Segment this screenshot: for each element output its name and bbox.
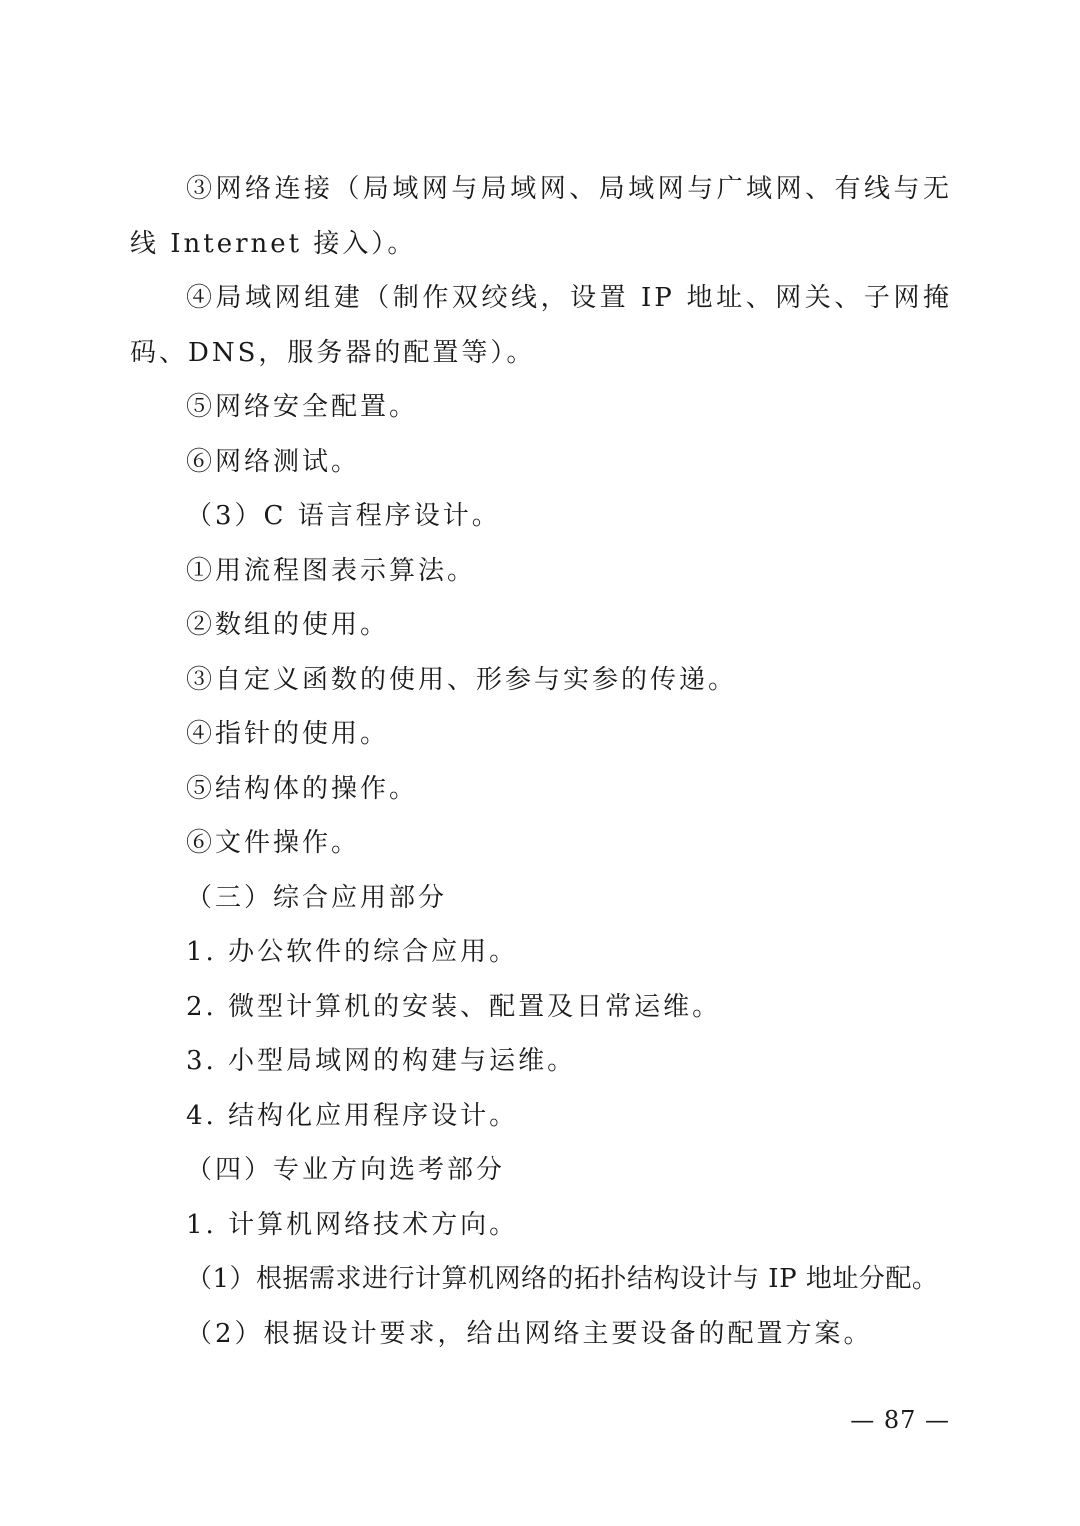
paragraph-topology-design: （1）根据需求进行计算机网络的拓扑结构设计与 IP 地址分配。 [186, 1264, 939, 1294]
paragraph-device-config: （2）根据设计要求，给出网络主要设备的配置方案。 [186, 1318, 873, 1349]
page-number: — 87 — [850, 1406, 950, 1434]
paragraph-functions: ③自定义函数的使用、形参与实参的传递。 [186, 664, 738, 695]
list-item-small-lan: 3. 小型局域网的构建与运维。 [186, 1046, 577, 1076]
section-heading-elective: （四）专业方向选考部分 [186, 1155, 506, 1185]
paragraph-flowchart: ①用流程图表示算法。 [186, 555, 477, 586]
paragraph-network-connection: ③网络连接（局域网与局域网、局域网与广域网、有线与无线 Internet 接入）。 [130, 174, 952, 259]
section-heading-comprehensive: （三）综合应用部分 [186, 882, 448, 913]
list-item-network-technology: 1. 计算机网络技术方向。 [186, 1209, 519, 1240]
list-item-structured-programming: 4. 结构化应用程序设计。 [186, 1100, 519, 1131]
paragraph-arrays: ②数组的使用。 [186, 610, 390, 640]
paragraph-network-test: ⑥网络测试。 [186, 446, 361, 477]
paragraph-files: ⑥文件操作。 [186, 828, 361, 858]
list-item-microcomputer: 2. 微型计算机的安装、配置及日常运维。 [186, 991, 722, 1022]
paragraph-network-security: ⑤网络安全配置。 [186, 392, 419, 422]
paragraph-pointers: ④指针的使用。 [186, 719, 390, 749]
list-item-office-software: 1. 办公软件的综合应用。 [186, 937, 519, 967]
paragraph-lan-setup: ④局域网组建（制作双绞线，设置 IP 地址、网关、子网掩码、DNS，服务器的配置等）。 [130, 283, 952, 368]
page-body [130, 162, 952, 1361]
heading-c-programming: （3）C 语言程序设计。 [186, 501, 501, 531]
paragraph-structs: ⑤结构体的操作。 [186, 773, 419, 804]
